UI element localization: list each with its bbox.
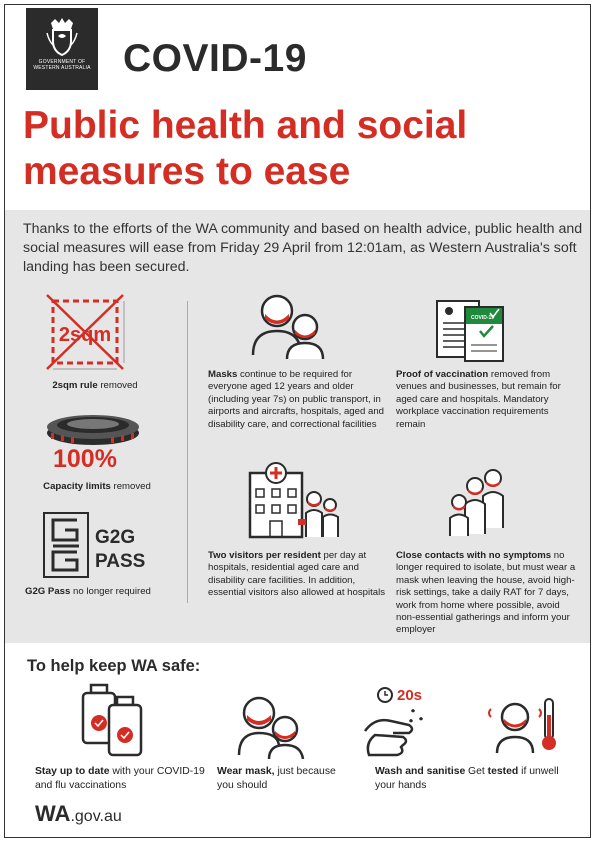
g2g-pass-text: G2G PASS bbox=[95, 527, 146, 572]
vaccination-caption: Proof of vaccination removed from venues and businesses, but remain for aged care and hospitals. Mandatory workplace vaccination requirements remain bbox=[396, 369, 561, 430]
close-contacts-caption: Close contacts with no symptoms no longer required to isolate, but must wear a mask when leaving the house, avoid high-risk settings, take a daily RAT for 7 days, work from home where possible, avoid non-essential gatherings and inform your employer bbox=[396, 550, 576, 636]
unwell-thermometer-icon bbox=[485, 695, 565, 759]
vaccine-vials-icon bbox=[77, 681, 147, 759]
page-title: Public health and social measures to ease bbox=[23, 104, 468, 193]
wear-mask-icon bbox=[237, 693, 307, 759]
capacity-percentage: 100% bbox=[53, 445, 117, 473]
government-logo bbox=[26, 8, 98, 90]
covid-title: COVID-19 bbox=[123, 37, 307, 80]
sqm-caption: 2sqm rule removed bbox=[52, 380, 138, 391]
certificate-label: COVID-19 bbox=[471, 315, 495, 321]
stadium-icon bbox=[43, 409, 143, 449]
wear-mask-tip: Wear mask, just because you should bbox=[217, 766, 336, 791]
help-title: To help keep WA safe: bbox=[27, 657, 201, 675]
column-divider bbox=[187, 301, 188, 603]
g2g-pass-icon bbox=[43, 512, 89, 578]
close-contacts-icon bbox=[445, 468, 511, 538]
vaccination-tip: Stay up to date with your COVID-19 and flu vaccinations bbox=[35, 766, 205, 791]
handwash-tip: Wash and sanitise your hands bbox=[375, 766, 466, 791]
poster bbox=[4, 4, 591, 838]
square-metre-icon bbox=[45, 295, 125, 375]
capacity-caption: Capacity limits removed bbox=[43, 481, 151, 492]
wa-gov-logo: WA.gov.au bbox=[35, 801, 122, 826]
masks-caption: Masks continue to be required for everyone aged 12 years and older (including year 7s) on public transport, in airports and aircrafts, hospitals, aged and disability care, and correctional facilities bbox=[208, 369, 384, 430]
intro-text: Thanks to the efforts of the WA community and based on health advice, public health and social measures will ease from Friday 29 April from 12:01am, as Western Australia's soft landing has been secured. bbox=[23, 221, 583, 275]
vaccination-certificate-icon bbox=[435, 295, 507, 365]
masked-people-icon bbox=[247, 291, 337, 361]
testing-tip: Get tested if unwell bbox=[468, 766, 559, 777]
hospital-visitors-icon bbox=[248, 461, 342, 539]
timer-label: 20s bbox=[397, 687, 423, 704]
g2g-caption: G2G Pass no longer required bbox=[25, 586, 151, 597]
handwash-icon bbox=[361, 685, 441, 765]
logo-text: GOVERNMENT OF WESTERN AUSTRALIA bbox=[33, 59, 91, 71]
visitors-caption: Two visitors per resident per day at hospitals, residential aged care and disability care facilities. In addition, essential visitors also allowed at hospitals bbox=[208, 550, 386, 599]
crest-icon bbox=[45, 17, 79, 57]
sqm-icon-label: 2sqm bbox=[58, 324, 112, 346]
